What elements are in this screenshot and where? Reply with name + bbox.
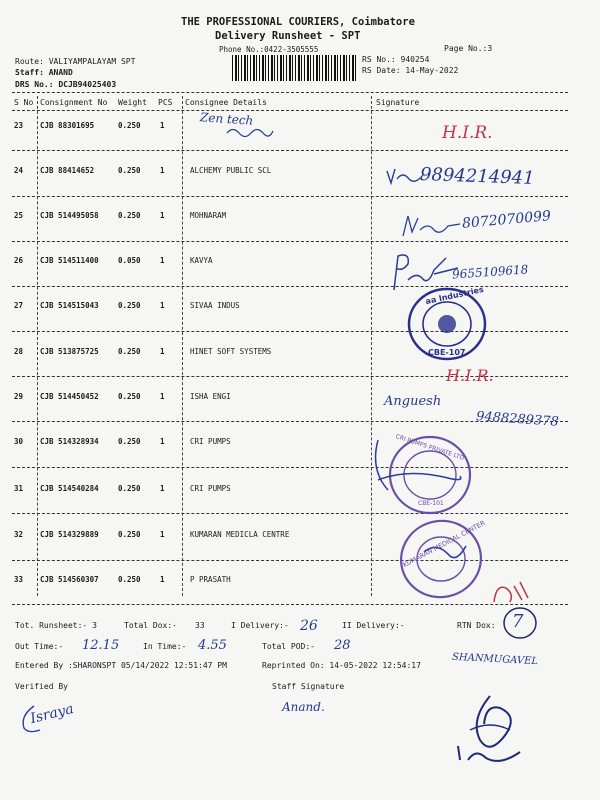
- row-sno: 28: [14, 347, 24, 356]
- row-rule: [12, 196, 568, 197]
- phone-number: Phone No.:0422-3505555: [219, 45, 319, 54]
- col-sno: S No: [14, 98, 34, 107]
- stamp-text: aa Industries: [424, 284, 485, 307]
- row-weight: 0.250: [118, 166, 141, 175]
- stamp-text: CBE-107: [428, 348, 466, 357]
- row-weight: 0.250: [118, 392, 141, 401]
- row-sno: 30: [14, 437, 24, 446]
- scribble-mark: [225, 125, 275, 139]
- row-consignee: ALCHEMY PUBLIC SCL: [190, 166, 272, 175]
- row-weight: 0.250: [118, 121, 141, 130]
- row-consignment: CJB 514329889: [40, 530, 99, 539]
- handwritten-name-29: Anguesh: [384, 394, 442, 409]
- row-consignment: CJB 88414652: [40, 166, 95, 175]
- row-pcs: 1: [160, 575, 165, 584]
- row-sno: 32: [14, 530, 24, 539]
- row-weight: 0.250: [118, 530, 141, 539]
- row-pcs: 1: [160, 301, 165, 310]
- runsheet-title: Delivery Runsheet - SPT: [215, 30, 361, 42]
- col-signature: Signature: [376, 98, 420, 107]
- col-consignment: Consignment No: [40, 98, 108, 107]
- total-dox-label: Total Dox:-: [124, 621, 177, 630]
- row-sno: 33: [14, 575, 24, 584]
- row-sno: 31: [14, 484, 24, 493]
- header-bottom-rule: [12, 110, 568, 111]
- row-sno: 25: [14, 211, 24, 220]
- row-pcs: 1: [160, 166, 165, 175]
- reprinted-on: Reprinted On: 14-05-2022 12:54:17: [262, 661, 421, 670]
- row-consignment: CJB 88301695: [40, 121, 95, 130]
- row-consignment: CJB 514540284: [40, 484, 99, 493]
- col-weight: Weight: [118, 98, 147, 107]
- row-sno: 23: [14, 121, 24, 130]
- ii-delivery-label: II Delivery:-: [342, 621, 405, 630]
- row-consignee: CRI PUMPS: [190, 484, 231, 493]
- row-consignment: CJB 514450452: [40, 392, 99, 401]
- row-consignee: KAVYA: [190, 256, 213, 265]
- row-weight: 0.250: [118, 211, 141, 220]
- divider-left: [37, 96, 38, 596]
- row-weight: 0.250: [118, 575, 141, 584]
- verified-signature-stroke: [14, 702, 44, 736]
- row-weight: 0.250: [118, 301, 141, 310]
- row-consignee: HINET SOFT SYSTEMS: [190, 347, 272, 356]
- divider-signature: [371, 96, 372, 596]
- staff-signature: Anand.: [282, 700, 325, 714]
- row-sno: 24: [14, 166, 24, 175]
- in-time-value: 4.55: [198, 638, 227, 653]
- signature-scribble: [400, 212, 464, 242]
- route: Route: VALIYAMPALAYAM SPT: [15, 57, 136, 66]
- total-pod-label: Total POD:-: [262, 642, 315, 651]
- table-bottom-rule: [12, 604, 568, 605]
- stamp-text: KUMARAN MEDICAL CENTER: [401, 518, 487, 570]
- row-rule: [12, 513, 568, 514]
- row-pcs: 1: [160, 530, 165, 539]
- rs-date: RS Date: 14-May-2022: [362, 66, 459, 75]
- row-weight: 0.050: [118, 256, 141, 265]
- row-pcs: 1: [160, 437, 165, 446]
- row-consignee: ISHA ENGI: [190, 392, 231, 401]
- total-dox-value: 33: [195, 621, 205, 630]
- row-pcs: 1: [160, 121, 165, 130]
- out-time-label: Out Time:-: [15, 642, 64, 651]
- right-scrawl: SHANMUGAVEL: [451, 651, 539, 668]
- divider-consignee: [182, 96, 183, 596]
- drs-number: DRS No.: DCJB94025403: [15, 80, 117, 89]
- rtn-dox-label: RTN Dox:: [457, 621, 496, 630]
- row-consignment: CJB 514495058: [40, 211, 99, 220]
- col-consignee: Consignee Details: [185, 98, 267, 107]
- signature-hir-1: H.I.R.: [442, 123, 493, 143]
- rs-number: RS No.: 940254: [362, 55, 430, 64]
- stamp-text: CRI PUMPS PRIVATE LTD: [394, 433, 465, 462]
- i-delivery-label: I Delivery:-: [231, 621, 289, 630]
- row-consignment: CJB 513875725: [40, 347, 99, 356]
- row-rule: [12, 241, 568, 242]
- row-weight: 0.250: [118, 347, 141, 356]
- row-weight: 0.250: [118, 437, 141, 446]
- row-sno: 26: [14, 256, 24, 265]
- phone-handwritten-29: 9488289378: [475, 409, 560, 430]
- row-consignment: CJB 514515043: [40, 301, 99, 310]
- signature-hir-2: H.I.R.: [446, 366, 494, 385]
- row-sno: 29: [14, 392, 24, 401]
- verified-by-label: Verified By: [15, 682, 68, 691]
- tot-runsheet: Tot. Runsheet:- 3: [15, 621, 97, 630]
- staff-name: Staff: ANAND: [15, 68, 73, 77]
- in-time-label: In Time:-: [143, 642, 187, 651]
- phone-handwritten-24: 9894214941: [419, 164, 535, 189]
- company-name: THE PROFESSIONAL COURIERS, Coimbatore: [181, 16, 415, 28]
- row-consignee: P PRASATH: [190, 575, 231, 584]
- phone-handwritten-25: 8072070099: [461, 208, 552, 232]
- row-weight: 0.250: [118, 484, 141, 493]
- bottom-right-signature: [440, 690, 530, 770]
- row-pcs: 1: [160, 392, 165, 401]
- phone-handwritten-26: 9655109618: [451, 262, 529, 282]
- total-pod-value: 28: [334, 638, 351, 653]
- row-rule: [12, 467, 568, 468]
- i-delivery-value: 26: [300, 618, 318, 634]
- row-sno: 27: [14, 301, 24, 310]
- row-pcs: 1: [160, 347, 165, 356]
- row-consignee: MOHNARAM: [190, 211, 227, 220]
- row-consignee: SIVAA INDUS: [190, 301, 240, 310]
- row-consignment: CJB 514560307: [40, 575, 99, 584]
- page-number: Page No.:3: [444, 44, 493, 53]
- header-top-rule: [12, 92, 568, 93]
- verified-signature: Israya: [28, 700, 76, 728]
- barcode: [232, 55, 358, 81]
- entered-by: Entered By :SHARONSPT 05/14/2022 12:51:47 PM: [15, 661, 227, 670]
- rtn-value: 7: [512, 611, 524, 632]
- row-consignment: CJB 514328934: [40, 437, 99, 446]
- out-time-value: 12.15: [82, 638, 120, 653]
- signature-scribble: [490, 578, 530, 608]
- stamp-text: CBE-101: [418, 500, 444, 507]
- row-pcs: 1: [160, 484, 165, 493]
- row-pcs: 1: [160, 256, 165, 265]
- handwritten-consignee: Zen tech: [199, 110, 254, 128]
- staff-signature-label: Staff Signature: [272, 682, 345, 691]
- row-consignment: CJB 514511400: [40, 256, 99, 265]
- row-rule: [12, 150, 568, 151]
- col-pcs: PCS: [158, 98, 173, 107]
- row-pcs: 1: [160, 211, 165, 220]
- row-consignee: CRI PUMPS: [190, 437, 231, 446]
- row-consignee: KUMARAN MEDICLA CENTRE: [190, 530, 290, 539]
